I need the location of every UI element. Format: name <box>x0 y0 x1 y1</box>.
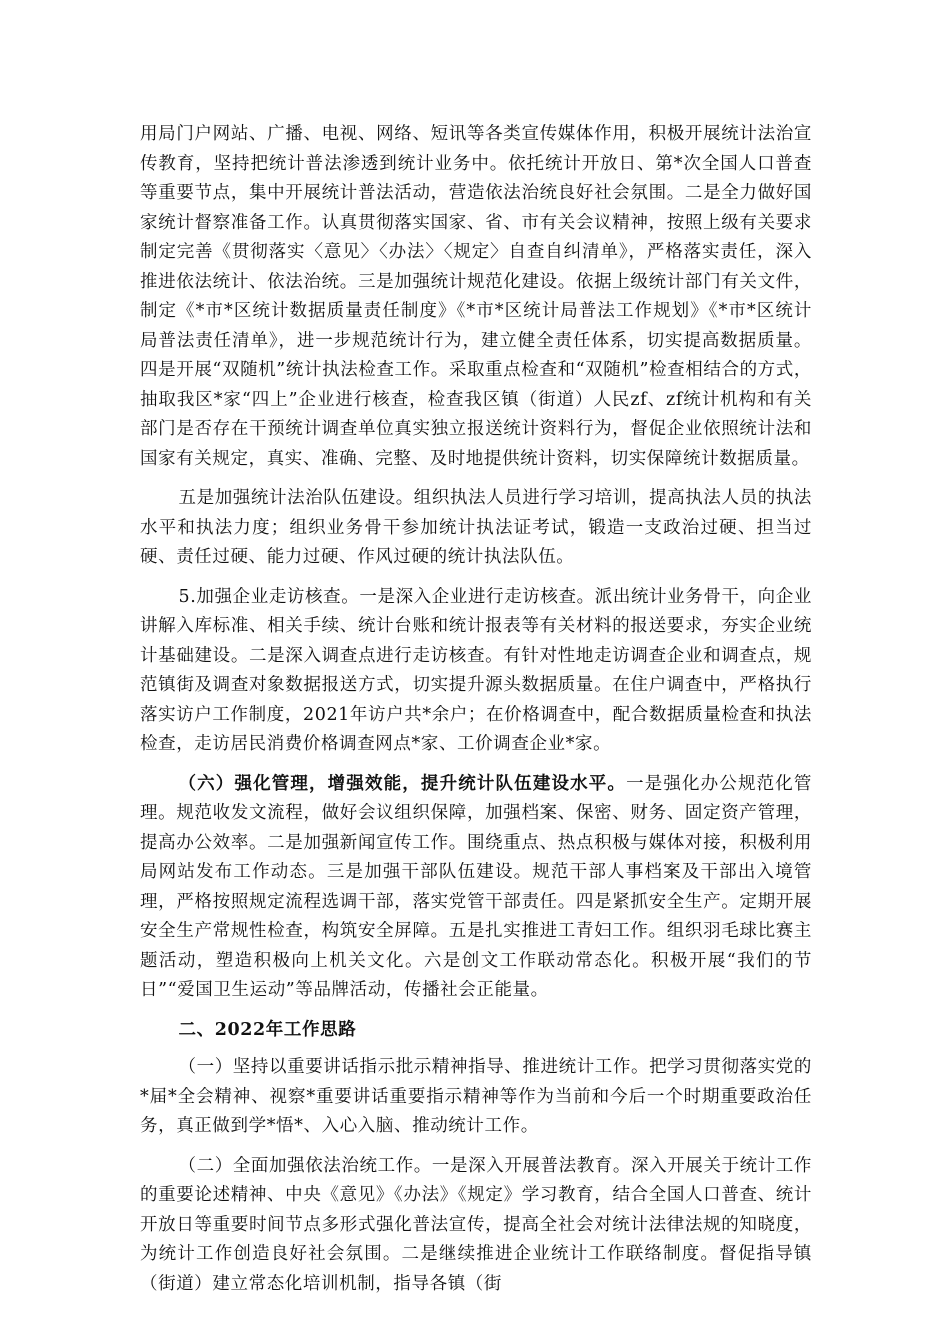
paragraph-speech-guidance <box>140 1053 812 1142</box>
paragraph-management <box>140 770 812 1006</box>
paragraph-enterprise-visits <box>140 583 812 760</box>
paragraph-legal-publicity <box>140 120 812 474</box>
document-body <box>140 120 812 1309</box>
paragraph-text: 用局门户网站、广播、电视、网络、短讯等各类宣传媒体作用，积极开展统计法治宣传教育，坚持把统计普法渗透到统计业务中。依托统计开放日、第*次全国人口普查等重要节点，集中开展统计普法活动，营造依法治统良好社会氛围。二是全力做好国家统计督察准备工作。认真贯彻落实国家、省、市有关会议精神，按照上级有关要求制定完善《贯彻落实〈意见〉〈办法〉〈规定〉自查自纠清单》，严格落实责任，深入推进依法统计、依法治统。三是加强统计规范化建设。依据上级统计部门有关文件，制定《*市*区统计数据质量责任制度》《*市*区统计局普法工作规划》《*市*区统计局普法责任清单》，进一步规范统计行为，建立健全责任体系，切实提高数据质量。四是开展“双随机”统计执法检查工作。采取重点检查和“双随机”检查相结合的方式，抽取我区*家“四上”企业进行核查，检查我区镇（街道）人民zf、zf统计机构和有关部门是否存在干预统计调查单位真实独立报送统计资料行为，督促企业依照统计法和国家有关规定，真实、准确、完整、及时地提供统计资料，切实保障统计数据质量。 <box>140 124 812 469</box>
paragraph-text: 五是加强统计法治队伍建设。组织执法人员进行学习培训，提高执法人员的执法水平和执法力度；组织业务骨干参加统计执法证考试，锻造一支政治过硬、担当过硬、责任过硬、能力过硬、作风过硬的统计执法队伍。 <box>140 488 812 567</box>
paragraph-enforcement-team <box>140 484 812 573</box>
paragraph-text: 一是强化办公规范化管理。规范收发文流程，做好会议组织保障，加强档案、保密、财务、固定资产管理，提高办公效率。二是加强新闻宣传工作。围绕重点、热点积极与媒体对接，积极利用局网站发布工作动态。三是加强干部队伍建设。规范干部人事档案及干部出入境管理，严格按照规定流程选调干部，落实党管干部责任。四是紧抓安全生产。定期开展安全生产常规性检查，构筑安全屏障。五是扎实推进工青妇工作。组织羽毛球比赛主题活动，塑造积极向上机关文化。六是创文工作联动常态化。积极开展“我们的节日”“爱国卫生运动”等品牌活动，传播社会正能量。 <box>140 773 812 1000</box>
paragraph-text: （一）坚持以重要讲话指示批示精神指导、推进统计工作。把学习贯彻落实党的*届*全会精神、视察*重要讲话重要指示精神等作为当前和今后一个时期重要政治任务，真正做到学*悟*、入心入脑、推动统计工作。 <box>140 1057 812 1136</box>
paragraph-text: （二）全面加强依法治统工作。一是深入开展普法教育。深入开展关于统计工作的重要论述精神、中央《意见》《办法》《规定》学习教育，结合全国人口普查、统计开放日等重要时间节点多形式强化普法宣传，提高全社会对统计法律法规的知晓度，为统计工作创造良好社会氛围。二是继续推进企业统计工作联络制度。督促指导镇（街道）建立常态化培训机制，指导各镇（街 <box>140 1155 812 1294</box>
paragraph-rule-of-law <box>140 1152 812 1300</box>
paragraph-bold-lead: （六）强化管理，增强效能，提升统计队伍建设水平。 <box>178 773 627 794</box>
paragraph-text: 5.加强企业走访核查。一是深入企业进行走访核查。派出统计业务骨干，向企业讲解入库标准、相关手续、统计台账和统计报表等有关材料的报送要求，夯实企业统计基础建设。二是深入调查点进行走访核查。有针对性地走访调查企业和调查点，规范镇街及调查对象数据报送方式，切实提升源头数据质量。在住户调查中，严格执行落实访户工作制度，2021年访户共*余户；在价格调查中，配合数据质量检查和执法检查，走访居民消费价格调查网点*家、工价调查企业*家。 <box>140 586 812 754</box>
section-heading: 二、2022年工作思路 <box>178 1019 357 1040</box>
